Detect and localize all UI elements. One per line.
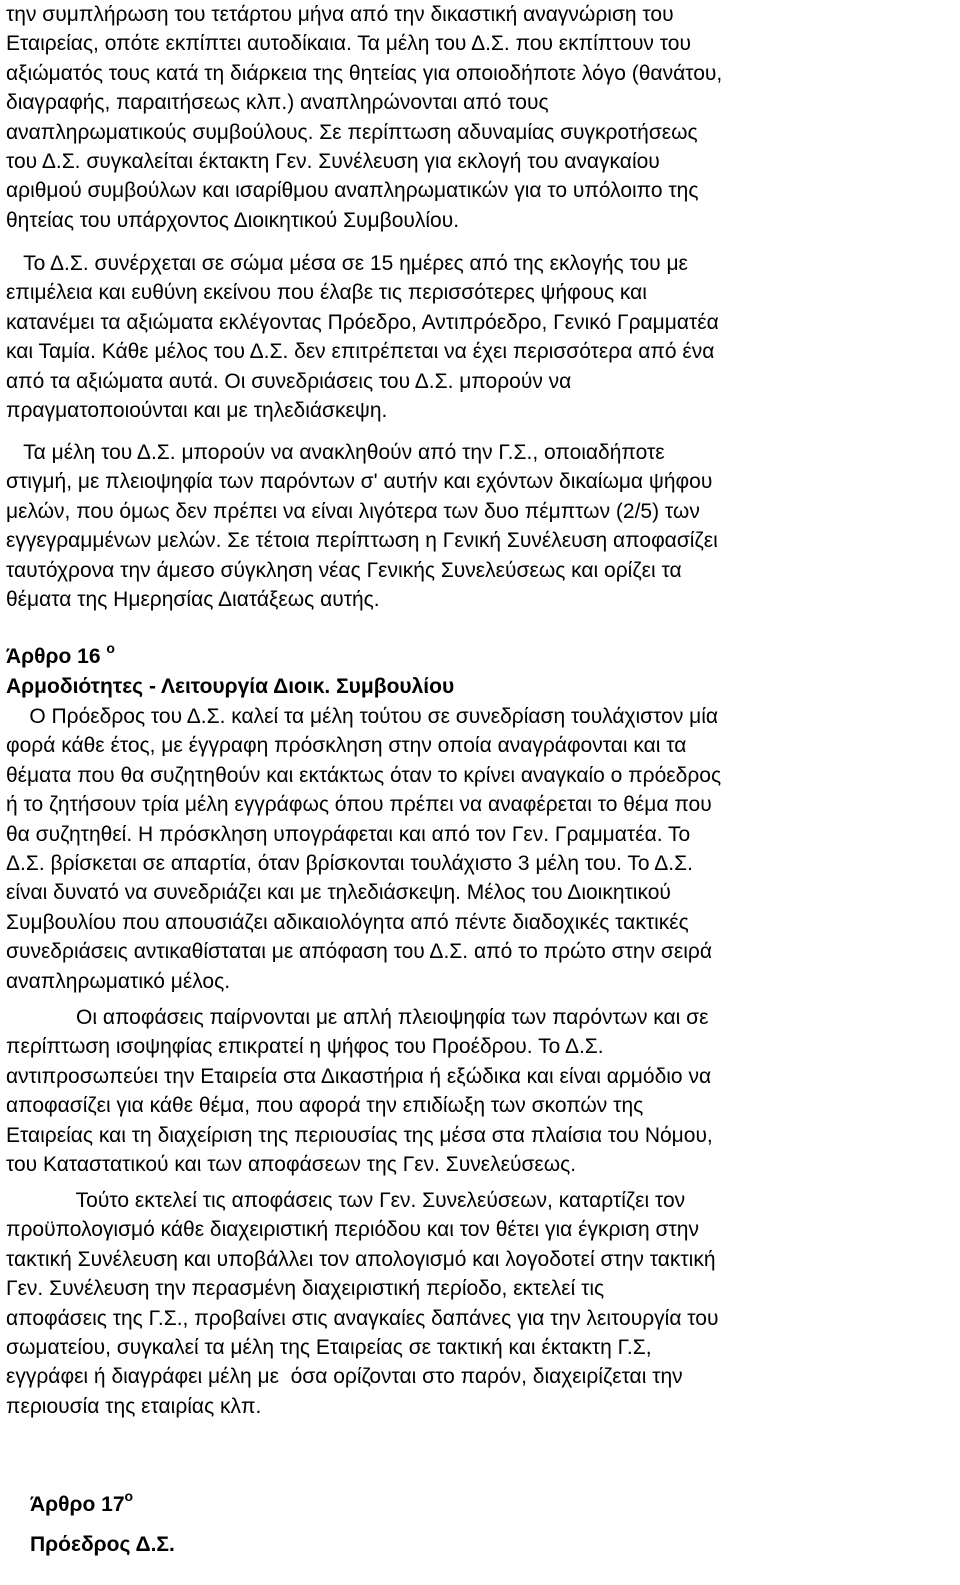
paragraph-line: την συμπλήρωση του τετάρτου μήνα από την δικαστική αναγνώριση του xyxy=(6,3,674,26)
article-heading-ordinal: ο xyxy=(124,1488,134,1504)
paragraph-line: τακτική Συνέλευση και υποβάλλει τον απολογισμό και λογοδοτεί στην τακτική xyxy=(6,1247,716,1271)
paragraph-line: Τα μέλη του Δ.Σ. μπορούν να ανακληθούν από την Γ.Σ., οποιαδήποτε xyxy=(6,441,665,464)
paragraph-line: στιγμή, με πλειοψηφία των παρόντων σ' αυτήν και εχόντων δικαίωμα ψήφου xyxy=(6,470,713,494)
article-heading-text: Άρθρο 17 xyxy=(30,1493,125,1516)
paragraph-line: του Δ.Σ. συγκαλείται έκτακτη Γεν. Συνέλευση για εκλογή του αναγκαίου xyxy=(6,150,660,173)
paragraph-line: θέματα της Ημερησίας Διατάξεως αυτής. xyxy=(6,588,380,611)
paragraph-line: είναι δυνατό να συνεδριάζει και με τηλεδιάσκεψη. Μέλος του Διοικητικού xyxy=(6,881,671,905)
paragraph-line: αξιώματός τους κατά τη διάρκεια της θητείας για οποιοδήποτε λόγο (θανάτου, xyxy=(6,61,723,85)
article-heading xyxy=(30,1490,133,1519)
paragraph-line: θέματα που θα συζητηθούν και εκτάκτως όταν το κρίνει αναγκαίο ο πρόεδρος xyxy=(6,763,722,787)
paragraph-line: μελών, που όμως δεν πρέπει να είναι λιγότερα των δυο πέμπτων (2/5) των xyxy=(6,499,700,523)
paragraph-line: επιμέλεια και ευθύνη εκείνου που έλαβε τις περισσότερες ψήφους και xyxy=(6,281,647,305)
paragraph-line: Τούτο εκτελεί τις αποφάσεις των Γεν. Συνελεύσεων, καταρτίζει τον xyxy=(6,1189,686,1212)
paragraph-line: κατανέμει τα αξιώματα εκλέγοντας Πρόεδρο, Αντιπρόεδρο, Γενικό Γραμματέα xyxy=(6,310,719,334)
article-heading-ordinal: ο xyxy=(106,640,115,656)
paragraph-line: αναπληρωματικό μέλος. xyxy=(6,969,231,993)
paragraph-line: περίπτωση ισοψηφίας επικρατεί η ψήφος του Προέδρου. Το Δ.Σ. xyxy=(6,1035,604,1059)
article-heading-text: Άρθρο 16 xyxy=(6,645,101,668)
paragraph-line: Ο Πρόεδρος του Δ.Σ. καλεί τα μέλη τούτου σε συνεδρίαση τουλάχιστον μία xyxy=(6,705,719,728)
paragraph-line: συνεδριάσεις αντικαθίσταται με απόφαση του Δ.Σ. από το πρώτο στην σειρά xyxy=(6,940,712,964)
paragraph-line: Εταιρείας, οπότε εκπίπτει αυτοδίκαια. Τα μέλη του Δ.Σ. που εκπίπτουν του xyxy=(6,32,691,56)
paragraph-line: του Καταστατικού και των αποφάσεων της Γεν. Συνελεύσεως. xyxy=(6,1153,577,1176)
paragraph-line: Γεν. Συνέλευση την περασμένη διαχειριστική περίοδο, εκτελεί τις xyxy=(6,1277,605,1301)
paragraph-line: Δ.Σ. βρίσκεται σε απαρτία, όταν βρίσκονται τουλάχιστο 3 μέλη του. Το Δ.Σ. xyxy=(6,852,693,875)
paragraph-line: ή το ζητήσουν τρία μέλη εγγράφως όπου πρέπει να αναφέρεται το θέμα που xyxy=(6,793,712,817)
paragraph-line: Το Δ.Σ. συνέρχεται σε σώμα μέσα σε 15 ημέρες από της εκλογής του με xyxy=(6,252,688,275)
paragraph-line: ταυτόχρονα την άμεσο σύγκληση νέας Γενικής Συνελεύσεως και ορίζει τα xyxy=(6,558,682,582)
paragraph-line: Οι αποφάσεις παίρνονται με απλή πλειοψηφία των παρόντων και σε xyxy=(6,1006,709,1029)
paragraph-line: αποφάσεις της Γ.Σ., προβαίνει στις αναγκαίες δαπάνες για την λειτουργία του xyxy=(6,1306,719,1330)
paragraph-line: θητείας του υπάρχοντος Διοικητικού Συμβουλίου. xyxy=(6,208,460,232)
paragraph-line: διαγραφής, παραιτήσεως κλπ.) αναπληρώνονται από τους xyxy=(6,91,549,115)
paragraph-line: σωματείου, συγκαλεί τα μέλη της Εταιρείας σε τακτική και έκτακτη Γ.Σ, xyxy=(6,1336,652,1359)
paragraph-line: περιουσία της εταιρίας κλπ. xyxy=(6,1394,262,1418)
paragraph-line: και Ταμία. Κάθε μέλος του Δ.Σ. δεν επιτρέπεται να έχει περισσότερα από ένα xyxy=(6,340,715,364)
article-heading xyxy=(6,642,115,671)
article-title: Πρόεδρος Δ.Σ. xyxy=(30,1533,175,1556)
paragraph-line: Εταιρείας και τη διαχείριση της περιουσίας της μέσα στα πλαίσια του Νόμου, xyxy=(6,1123,713,1147)
paragraph-line: Συμβουλίου που απουσιάζει αδικαιολόγητα από πέντε διαδοχικές τακτικές xyxy=(6,910,689,934)
paragraph-line: πραγματοποιούνται και με τηλεδιάσκεψη. xyxy=(6,399,388,422)
paragraph-line: από τα αξιώματα αυτά. Οι συνεδριάσεις του Δ.Σ. μπορούν να xyxy=(6,369,572,393)
paragraph-line: θα συζητηθεί. Η πρόσκληση υπογράφεται και από τον Γεν. Γραμματέα. Το xyxy=(6,822,691,846)
paragraph-line: αριθμού συμβούλων και ισαρίθμου αναπληρωματικών για το υπόλοιπο της xyxy=(6,179,699,203)
paragraph-line: εγγεγραμμένων μελών. Σε τέτοια περίπτωση η Γενική Συνέλευση αποφασίζει xyxy=(6,529,718,553)
article-title: Αρμοδιότητες - Λειτουργία Διοικ. Συμβουλίου xyxy=(6,675,455,698)
paragraph-line: αποφασίζει για κάθε θέμα, που αφορά την επιδίωξη των σκοπών της xyxy=(6,1094,644,1118)
paragraph-line: αντιπροσωπεύει την Εταιρεία στα Δικαστήρια ή εξώδικα και είναι αρμόδιο να xyxy=(6,1064,712,1088)
paragraph-line: αναπληρωματικούς συμβούλους. Σε περίπτωση αδυναμίας συγκροτήσεως xyxy=(6,120,698,144)
paragraph-line: εγγράφει ή διαγράφει μέλη με όσα ορίζονται στο παρόν, διαχειρίζεται την xyxy=(6,1365,683,1389)
paragraph-line: προϋπολογισμό κάθε διαχειριστική περιόδου και τον θέτει για έγκριση στην xyxy=(6,1218,699,1242)
paragraph-line: φορά κάθε έτος, με έγγραφη πρόσκληση στην οποία αναγράφονται και τα xyxy=(6,734,687,758)
